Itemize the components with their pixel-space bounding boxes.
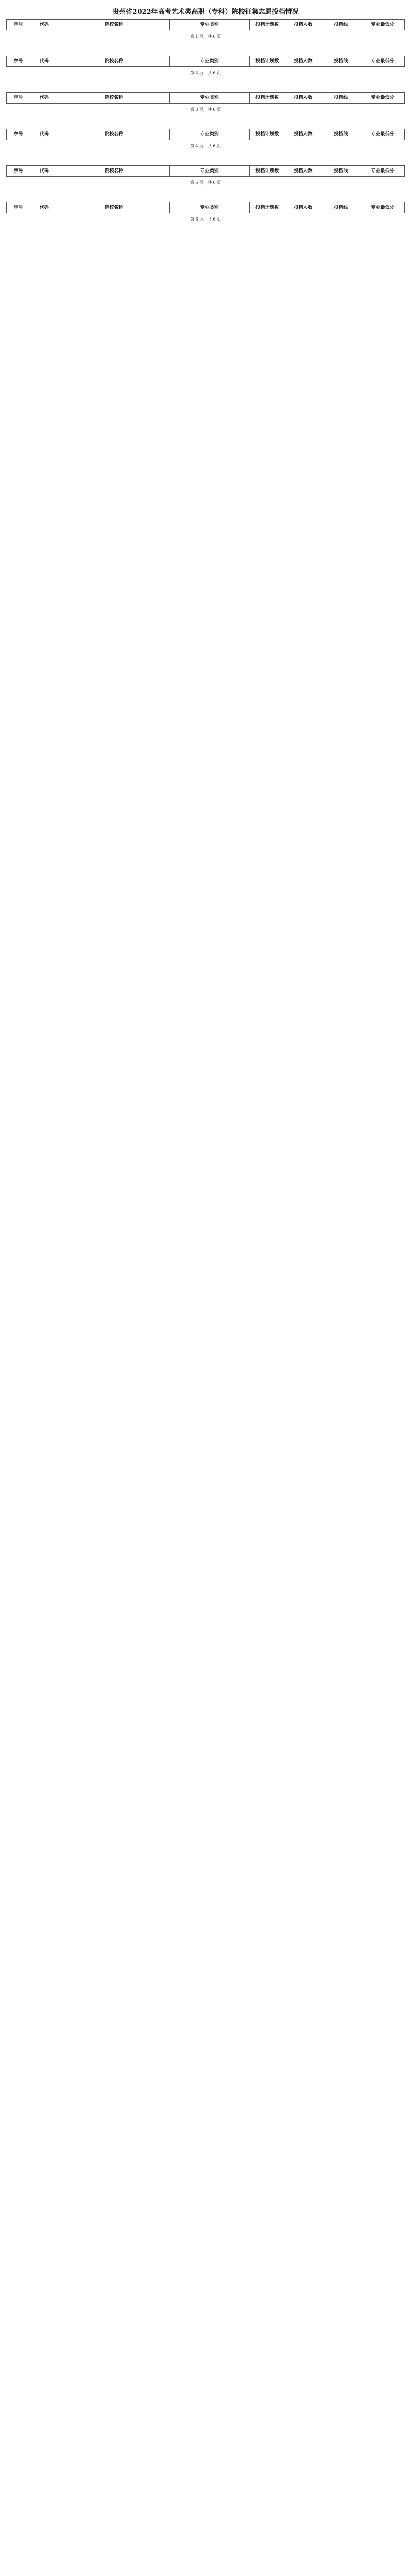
column-header-professional: 专业最低分 [361, 129, 404, 140]
page-footer: 第 2 页，共 6 页 [190, 71, 221, 75]
column-header-line: 投档线 [321, 20, 361, 30]
column-header-index: 序号 [7, 93, 30, 104]
column-header-code: 代码 [30, 129, 58, 140]
results-table [6, 165, 405, 177]
column-header-major-category: 专业类别 [169, 129, 249, 140]
page-1 [6, 19, 405, 39]
table-header [7, 202, 405, 213]
document [6, 0, 405, 2576]
page-3 [6, 92, 405, 112]
column-header-plan: 投档计划数 [249, 20, 285, 30]
table-header [7, 166, 405, 177]
column-header-index: 序号 [7, 202, 30, 213]
column-header-index: 序号 [7, 56, 30, 67]
column-header-major-category: 专业类别 [169, 20, 249, 30]
page-6 [6, 202, 405, 222]
column-header-index: 序号 [7, 166, 30, 177]
column-header-admitted: 投档人数 [285, 20, 321, 30]
column-header-line: 投档线 [321, 129, 361, 140]
page-footer: 第 1 页，共 6 页 [190, 34, 221, 39]
column-header-code: 代码 [30, 166, 58, 177]
column-header-admitted: 投档人数 [285, 129, 321, 140]
table-header [7, 56, 405, 67]
column-header-line: 投档线 [321, 166, 361, 177]
document-title: 贵州省2022年高考艺术类高职（专科）院校征集志愿投档情况 [112, 8, 299, 16]
column-header-plan: 投档计划数 [249, 202, 285, 213]
column-header-line: 投档线 [321, 202, 361, 213]
column-header-code: 代码 [30, 202, 58, 213]
page-footer: 第 5 页，共 6 页 [190, 180, 221, 185]
column-header-code: 代码 [30, 56, 58, 67]
column-header-admitted: 投档人数 [285, 202, 321, 213]
column-header-school: 院校名称 [58, 93, 169, 104]
header-row [7, 56, 405, 67]
page-footer: 第 3 页，共 6 页 [190, 107, 221, 112]
column-header-school: 院校名称 [58, 129, 169, 140]
page-5 [6, 165, 405, 185]
column-header-major-category: 专业类别 [169, 202, 249, 213]
header-row [7, 129, 405, 140]
column-header-line: 投档线 [321, 93, 361, 104]
results-table [6, 92, 405, 104]
column-header-admitted: 投档人数 [285, 166, 321, 177]
column-header-major-category: 专业类别 [169, 166, 249, 177]
header-row [7, 20, 405, 30]
results-table [6, 19, 405, 30]
column-header-school: 院校名称 [58, 56, 169, 67]
table-header [7, 129, 405, 140]
column-header-plan: 投档计划数 [249, 166, 285, 177]
results-table [6, 129, 405, 140]
header-row [7, 166, 405, 177]
page-footer: 第 4 页，共 6 页 [190, 144, 221, 148]
header-row [7, 93, 405, 104]
column-header-school: 院校名称 [58, 166, 169, 177]
page-2 [6, 56, 405, 76]
column-header-admitted: 投档人数 [285, 56, 321, 67]
column-header-major-category: 专业类别 [169, 93, 249, 104]
results-table [6, 56, 405, 67]
column-header-code: 代码 [30, 20, 58, 30]
column-header-code: 代码 [30, 93, 58, 104]
column-header-professional: 专业最低分 [361, 56, 404, 67]
column-header-professional: 专业最低分 [361, 20, 404, 30]
column-header-index: 序号 [7, 20, 30, 30]
column-header-major-category: 专业类别 [169, 56, 249, 67]
column-header-admitted: 投档人数 [285, 93, 321, 104]
column-header-school: 院校名称 [58, 20, 169, 30]
column-header-professional: 专业最低分 [361, 202, 404, 213]
page-footer: 第 6 页，共 6 页 [190, 217, 221, 222]
table-header [7, 20, 405, 30]
column-header-professional: 专业最低分 [361, 93, 404, 104]
table-header [7, 93, 405, 104]
column-header-plan: 投档计划数 [249, 93, 285, 104]
page-4 [6, 129, 405, 149]
pages-container [6, 19, 405, 222]
column-header-school: 院校名称 [58, 202, 169, 213]
column-header-professional: 专业最低分 [361, 166, 404, 177]
column-header-plan: 投档计划数 [249, 56, 285, 67]
column-header-line: 投档线 [321, 56, 361, 67]
header-row [7, 202, 405, 213]
results-table [6, 202, 405, 213]
column-header-plan: 投档计划数 [249, 129, 285, 140]
column-header-index: 序号 [7, 129, 30, 140]
